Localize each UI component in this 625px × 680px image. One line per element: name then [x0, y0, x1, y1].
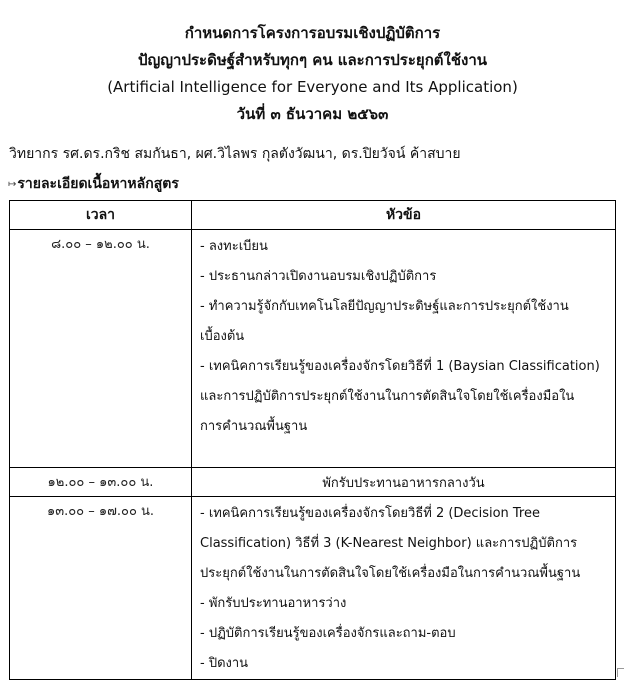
table-row: [10, 468, 616, 497]
table-row: [10, 230, 616, 468]
topic-item: และการปฏิบัติการประยุกต์ใช้งานในการตัดสินใจโดยใช้เครื่องมือใน: [200, 389, 575, 404]
time-cell: ๘.๐๐ – ๑๒.๐๐ น.: [10, 230, 192, 468]
time-cell: ๑๓.๐๐ – ๑๗.๐๐ น.: [10, 497, 192, 680]
table-header-row: [10, 201, 616, 230]
topic-cell: [192, 497, 616, 680]
lecturers-line: วิทยากร รศ.ดร.กริช สมกันธา, ผศ.วิไลพร กุลตังวัฒนา, ดร.ปิยวัจน์ ค้าสบาย: [9, 146, 461, 162]
topic-item: ประยุกต์ใช้งานในการตัดสินใจโดยใช้เครื่องมือในการคำนวณพื้นฐาน: [200, 566, 581, 581]
topic-item: Classification) วิธีที่ 3 (K-Nearest Neighbor) และการปฏิบัติการ: [200, 536, 578, 551]
document-subtitle-thai: ปัญญาประดิษฐ์สำหรับทุกๆ คน และการประยุกต์ใช้งาน: [137, 51, 488, 69]
document-subtitle-english: (Artificial Intelligence for Everyone and Its Application): [107, 78, 518, 96]
topic-item: - พักรับประทานอาหารว่าง: [200, 596, 347, 611]
section-heading: [8, 172, 179, 197]
document-title: กำหนดการโครงการอบรมเชิงปฏิบัติการ: [184, 24, 441, 42]
topic-item: - เทคนิคการเรียนรู้ของเครื่องจักรโดยวิธีที่ 2 (Decision Tree: [200, 506, 540, 521]
paragraph-anchor-icon: ↦: [8, 179, 17, 190]
topic-item: - ประธานกล่าวเปิดงานอบรมเชิงปฏิบัติการ: [200, 269, 437, 284]
topic-item: - ลงทะเบียน: [200, 239, 268, 254]
document-header: [0, 20, 625, 128]
topic-item: - ปิดงาน: [200, 656, 249, 671]
header-time: เวลา: [10, 201, 192, 230]
schedule-table: [9, 200, 616, 680]
table-row: [10, 497, 616, 680]
topic-item: การคำนวณพื้นฐาน: [200, 419, 308, 434]
section-heading-text: รายละเอียดเนื้อหาหลักสูตร: [17, 176, 179, 192]
topic-item: - เทคนิคการเรียนรู้ของเครื่องจักรโดยวิธีที่ 1 (Baysian Classification): [200, 359, 600, 374]
topic-cell: [192, 230, 616, 468]
topic-item: เบื้องต้น: [200, 329, 245, 344]
time-cell: ๑๒.๐๐ – ๑๓.๐๐ น.: [10, 468, 192, 497]
topic-item: - ปฏิบัติการเรียนรู้ของเครื่องจักรและถาม-ตอบ: [200, 626, 456, 641]
page-corner-mark: [617, 668, 624, 677]
header-topic: หัวข้อ: [192, 201, 616, 230]
event-date: วันที่ ๓ ธันวาคม ๒๕๖๓: [236, 105, 389, 123]
topic-item: - ทำความรู้จักกับเทคโนโลยีปัญญาประดิษฐ์และการประยุกต์ใช้งาน: [200, 299, 569, 314]
lunch-break-cell: พักรับประทานอาหารกลางวัน: [192, 468, 616, 497]
